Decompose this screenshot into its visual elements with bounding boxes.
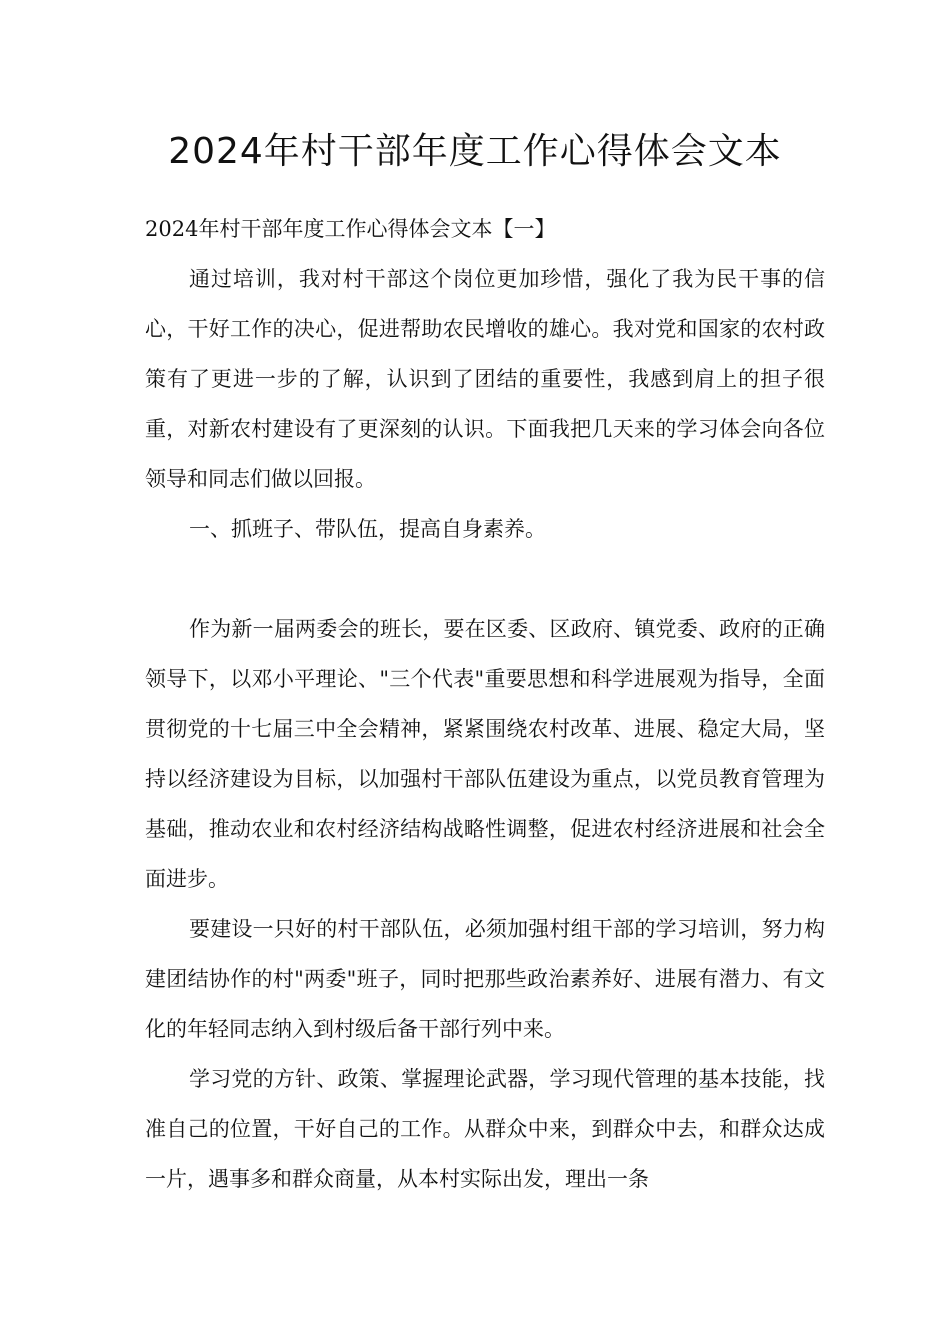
paragraph-3: 要建设一只好的村干部队伍，必须加强村组干部的学习培训，努力构建团结协作的村"两委"班子，同时把那些政治素养好、进展有潜力、有文化的年轻同志纳入到村级后备干部行列中来。 (145, 917, 825, 1041)
paragraph-2: 作为新一届两委会的班长，要在区委、区政府、镇党委、政府的正确领导下，以邓小平理论、"三个代表"重要思想和科学进展观为指导，全面贯彻党的十七届三中全会精神，紧紧围绕农村改革、进展、稳定大局，坚持以经济建设为目标，以加强村干部队伍建设为重点，以党员教育管理为基础，推动农业和农村经济结构战略性调整，促进农村经济进展和社会全面进步。 (145, 617, 825, 891)
paragraph-1: 通过培训，我对村干部这个岗位更加珍惜，强化了我为民干事的信心，干好工作的决心，促进帮助农民增收的雄心。我对党和国家的农村政策有了更进一步的了解，认识到了团结的重要性，我感到肩上的担子很重，对新农村建设有了更深刻的认识。下面我把几天来的学习体会向各位领导和同志们做以回报。 (145, 267, 825, 491)
paragraph-4: 学习党的方针、政策、掌握理论武器，学习现代管理的基本技能，找准自己的位置，干好自己的工作。从群众中来，到群众中去，和群众达成一片，遇事多和群众商量，从本村实际出发，理出一条 (145, 1067, 825, 1191)
blank-line (145, 554, 825, 604)
section-subtitle: 2024年村干部年度工作心得体会文本【一】 (145, 217, 556, 241)
document-title: 2024年村干部年度工作心得体会文本 (168, 131, 782, 172)
section-heading-1: 一、抓班子、带队伍，提高自身素养。 (189, 517, 546, 541)
document-body (145, 204, 825, 1204)
